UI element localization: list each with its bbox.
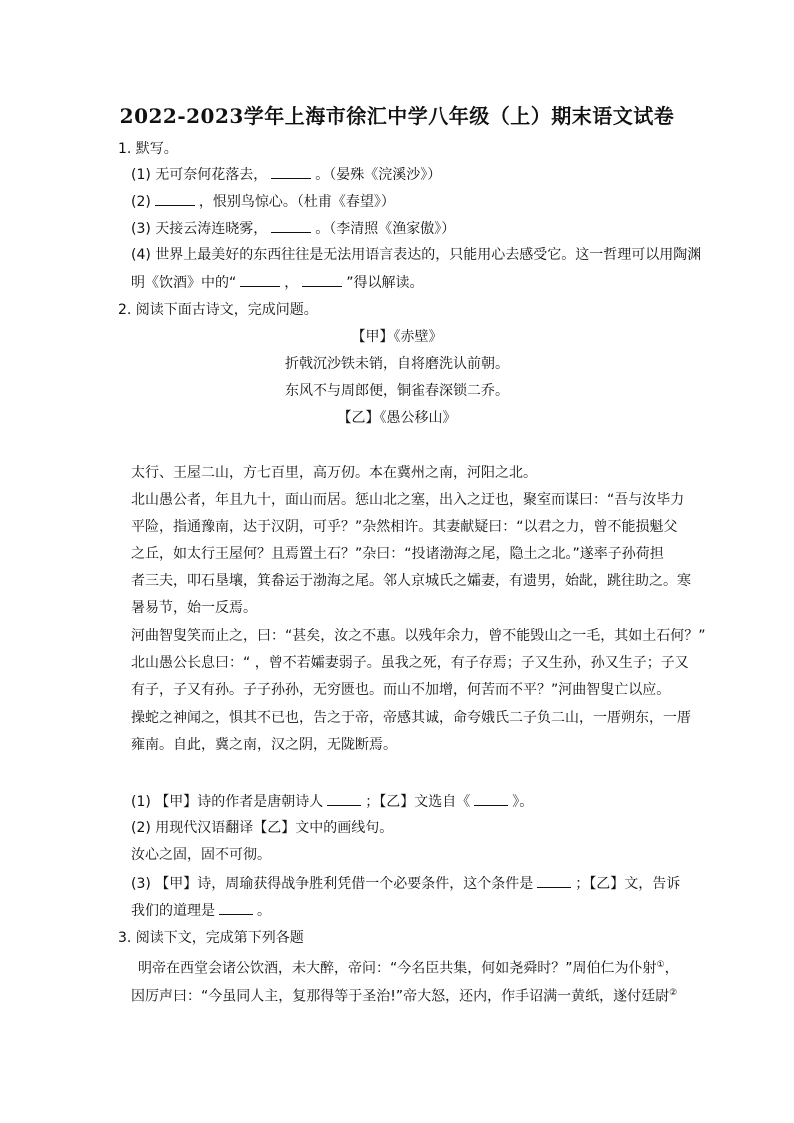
q1-item-2-text-b: ，恨别鸟惊心。（杜甫《春望》） — [198, 194, 395, 210]
yi-paragraph-4-line: 雍南。自此，冀之南，汉之阴，无陇断焉。 — [131, 737, 397, 753]
q1-item-4-line-2 — [131, 272, 424, 293]
q1-item-1-text-a: (1) 无可奈何花落去， — [131, 167, 268, 183]
yi-paragraph-2-line: 者三夫，叩石垦壤，箕畚运于渤海之尾。邻人京城氏之孀妻，有遗男，始龀，跳往助之。寒 — [131, 573, 691, 589]
yi-paragraph-4-line: 操蛇之神闻之，惧其不已也，告之于帝，帝感其诚，命夸娥氏二子负二山，一厝朔东，一厝 — [131, 710, 691, 726]
q1-item-1-text-b: 。（晏殊《浣溪沙》） — [315, 167, 442, 183]
q2-sub-3-text-c: 我们的道理是 — [131, 903, 215, 919]
answer-blank[interactable] — [271, 218, 311, 233]
q3-passage-text: 明帝在西堂会诸公饮酒，未大醉，帝问：“今名臣共集，何如尧舜时？”周伯仁为仆射 — [138, 960, 657, 977]
q3-passage-line-2 — [131, 983, 677, 1007]
q1-item-2 — [131, 191, 395, 212]
yi-paragraph-2-line: 之丘，如太行王屋何？且焉置土石？”杂曰：“投诸渤海之尾，隐土之北。”遂率子孙荷担 — [131, 546, 664, 562]
answer-blank[interactable] — [240, 272, 280, 287]
q2-sub-1-text-b: ；【乙】文选自《 — [365, 794, 471, 810]
q2-sub-3-line-2 — [131, 900, 271, 921]
q2-sub-3-line-1 — [131, 873, 680, 894]
page-title: 2022-2023学年上海市徐汇中学八年级（上）期末语文试卷 — [119, 104, 675, 128]
q1-item-3 — [131, 218, 455, 239]
q3-passage-text: ， — [664, 960, 679, 977]
yi-paragraph-2-line: 北山愚公者，年且九十，面山而居。惩山北之塞，出入之迂也，聚室而谋曰：“吾与汝毕力 — [131, 492, 685, 508]
q2-sub-3-text-a: (3) 【甲】诗，周瑜获得战争胜利凭借一个必要条件，这个条件是 — [131, 876, 534, 892]
q2-heading: 2. 阅读下面古诗文，完成问题。 — [118, 302, 318, 318]
q3-heading: 3. 阅读下文，完成第下列各题 — [118, 930, 304, 946]
q1-item-4-line-1: (4) 世界上最美好的东西往往是无法用语言表达的，只能用心去感受它。这一哲理可以用陶渊 — [131, 247, 702, 263]
q1-item-3-text-b: 。（李清照《渔家傲》） — [315, 221, 456, 237]
poem-jia-title: 【甲】《赤壁》 — [351, 329, 443, 345]
q1-item-4-text-c: ”得以解读。 — [346, 275, 424, 291]
text-yi-title: 【乙】《愚公移山》 — [337, 410, 457, 426]
yi-paragraph-3-line: 有子，子又有孙。子子孙孙，无穷匮也。而山不加增，何苦而不平？”河曲智叟亡以应。 — [131, 682, 671, 698]
q2-sub-2: (2) 用现代汉语翻译【乙】文中的画线句。 — [131, 820, 394, 836]
footnote-marker: ① — [656, 960, 665, 970]
q2-sub-1-text-c: 》。 — [512, 794, 534, 810]
answer-blank[interactable] — [219, 900, 253, 915]
yi-paragraph-2-line: 平险，指通豫南，达于汉阴，可乎？”杂然相许。其妻献疑曰：“以君之力，曾不能损魁父 — [131, 519, 678, 535]
q1-item-2-text-a: (2) — [131, 194, 151, 210]
q1-heading: 1. 默写。 — [118, 141, 178, 157]
q3-passage-text: 因厉声曰：“今虽同人主，复那得等于圣治!”帝大怒，还内，作手诏满一黄纸，遂付廷尉 — [131, 988, 670, 1005]
q1-item-3-text-a: (3) 天接云涛连晓雾， — [131, 221, 268, 237]
answer-blank[interactable] — [271, 164, 311, 179]
q2-sub-3-text-d: 。 — [257, 903, 271, 919]
q2-sub-2-sentence: 汝心之固，固不可彻。 — [131, 847, 271, 863]
yi-paragraph-3-line: 北山愚公长息曰：“ ，曾不若孀妻弱子。虽我之死，有子存焉；子又生孙，孙又生子；子又 — [131, 655, 689, 671]
q1-item-4-text-b: ， — [284, 275, 299, 291]
q3-passage-line-1 — [138, 955, 679, 979]
yi-paragraph-1: 太行、王屋二山，方七百里，高万仞。本在冀州之南，河阳之北。 — [131, 465, 537, 481]
footnote-marker: ② — [669, 988, 678, 998]
answer-blank[interactable] — [155, 191, 195, 206]
q2-sub-1 — [131, 791, 533, 812]
poem-jia-line-1: 折戟沉沙铁未销，自将磨洗认前朝。 — [285, 356, 509, 372]
q2-sub-1-text-a: (1) 【甲】诗的作者是唐朝诗人 — [131, 794, 324, 810]
answer-blank[interactable] — [327, 791, 361, 806]
answer-blank[interactable] — [302, 272, 342, 287]
answer-blank[interactable] — [474, 791, 508, 806]
yi-paragraph-3-line: 河曲智叟笑而止之，曰：“甚矣，汝之不惠。以残年余力，曾不能毁山之一毛，其如土石何？” — [131, 628, 706, 644]
q2-sub-3-text-b: ；【乙】文，告诉 — [575, 876, 681, 892]
poem-jia-line-2: 东风不与周郎便，铜雀春深锁二乔。 — [285, 383, 509, 399]
q1-item-4-text-a: 明《饮酒》中的“ — [131, 275, 237, 291]
answer-blank[interactable] — [537, 873, 571, 888]
yi-paragraph-2-line: 暑易节，始一反焉。 — [131, 600, 257, 616]
q1-item-1 — [131, 164, 441, 185]
